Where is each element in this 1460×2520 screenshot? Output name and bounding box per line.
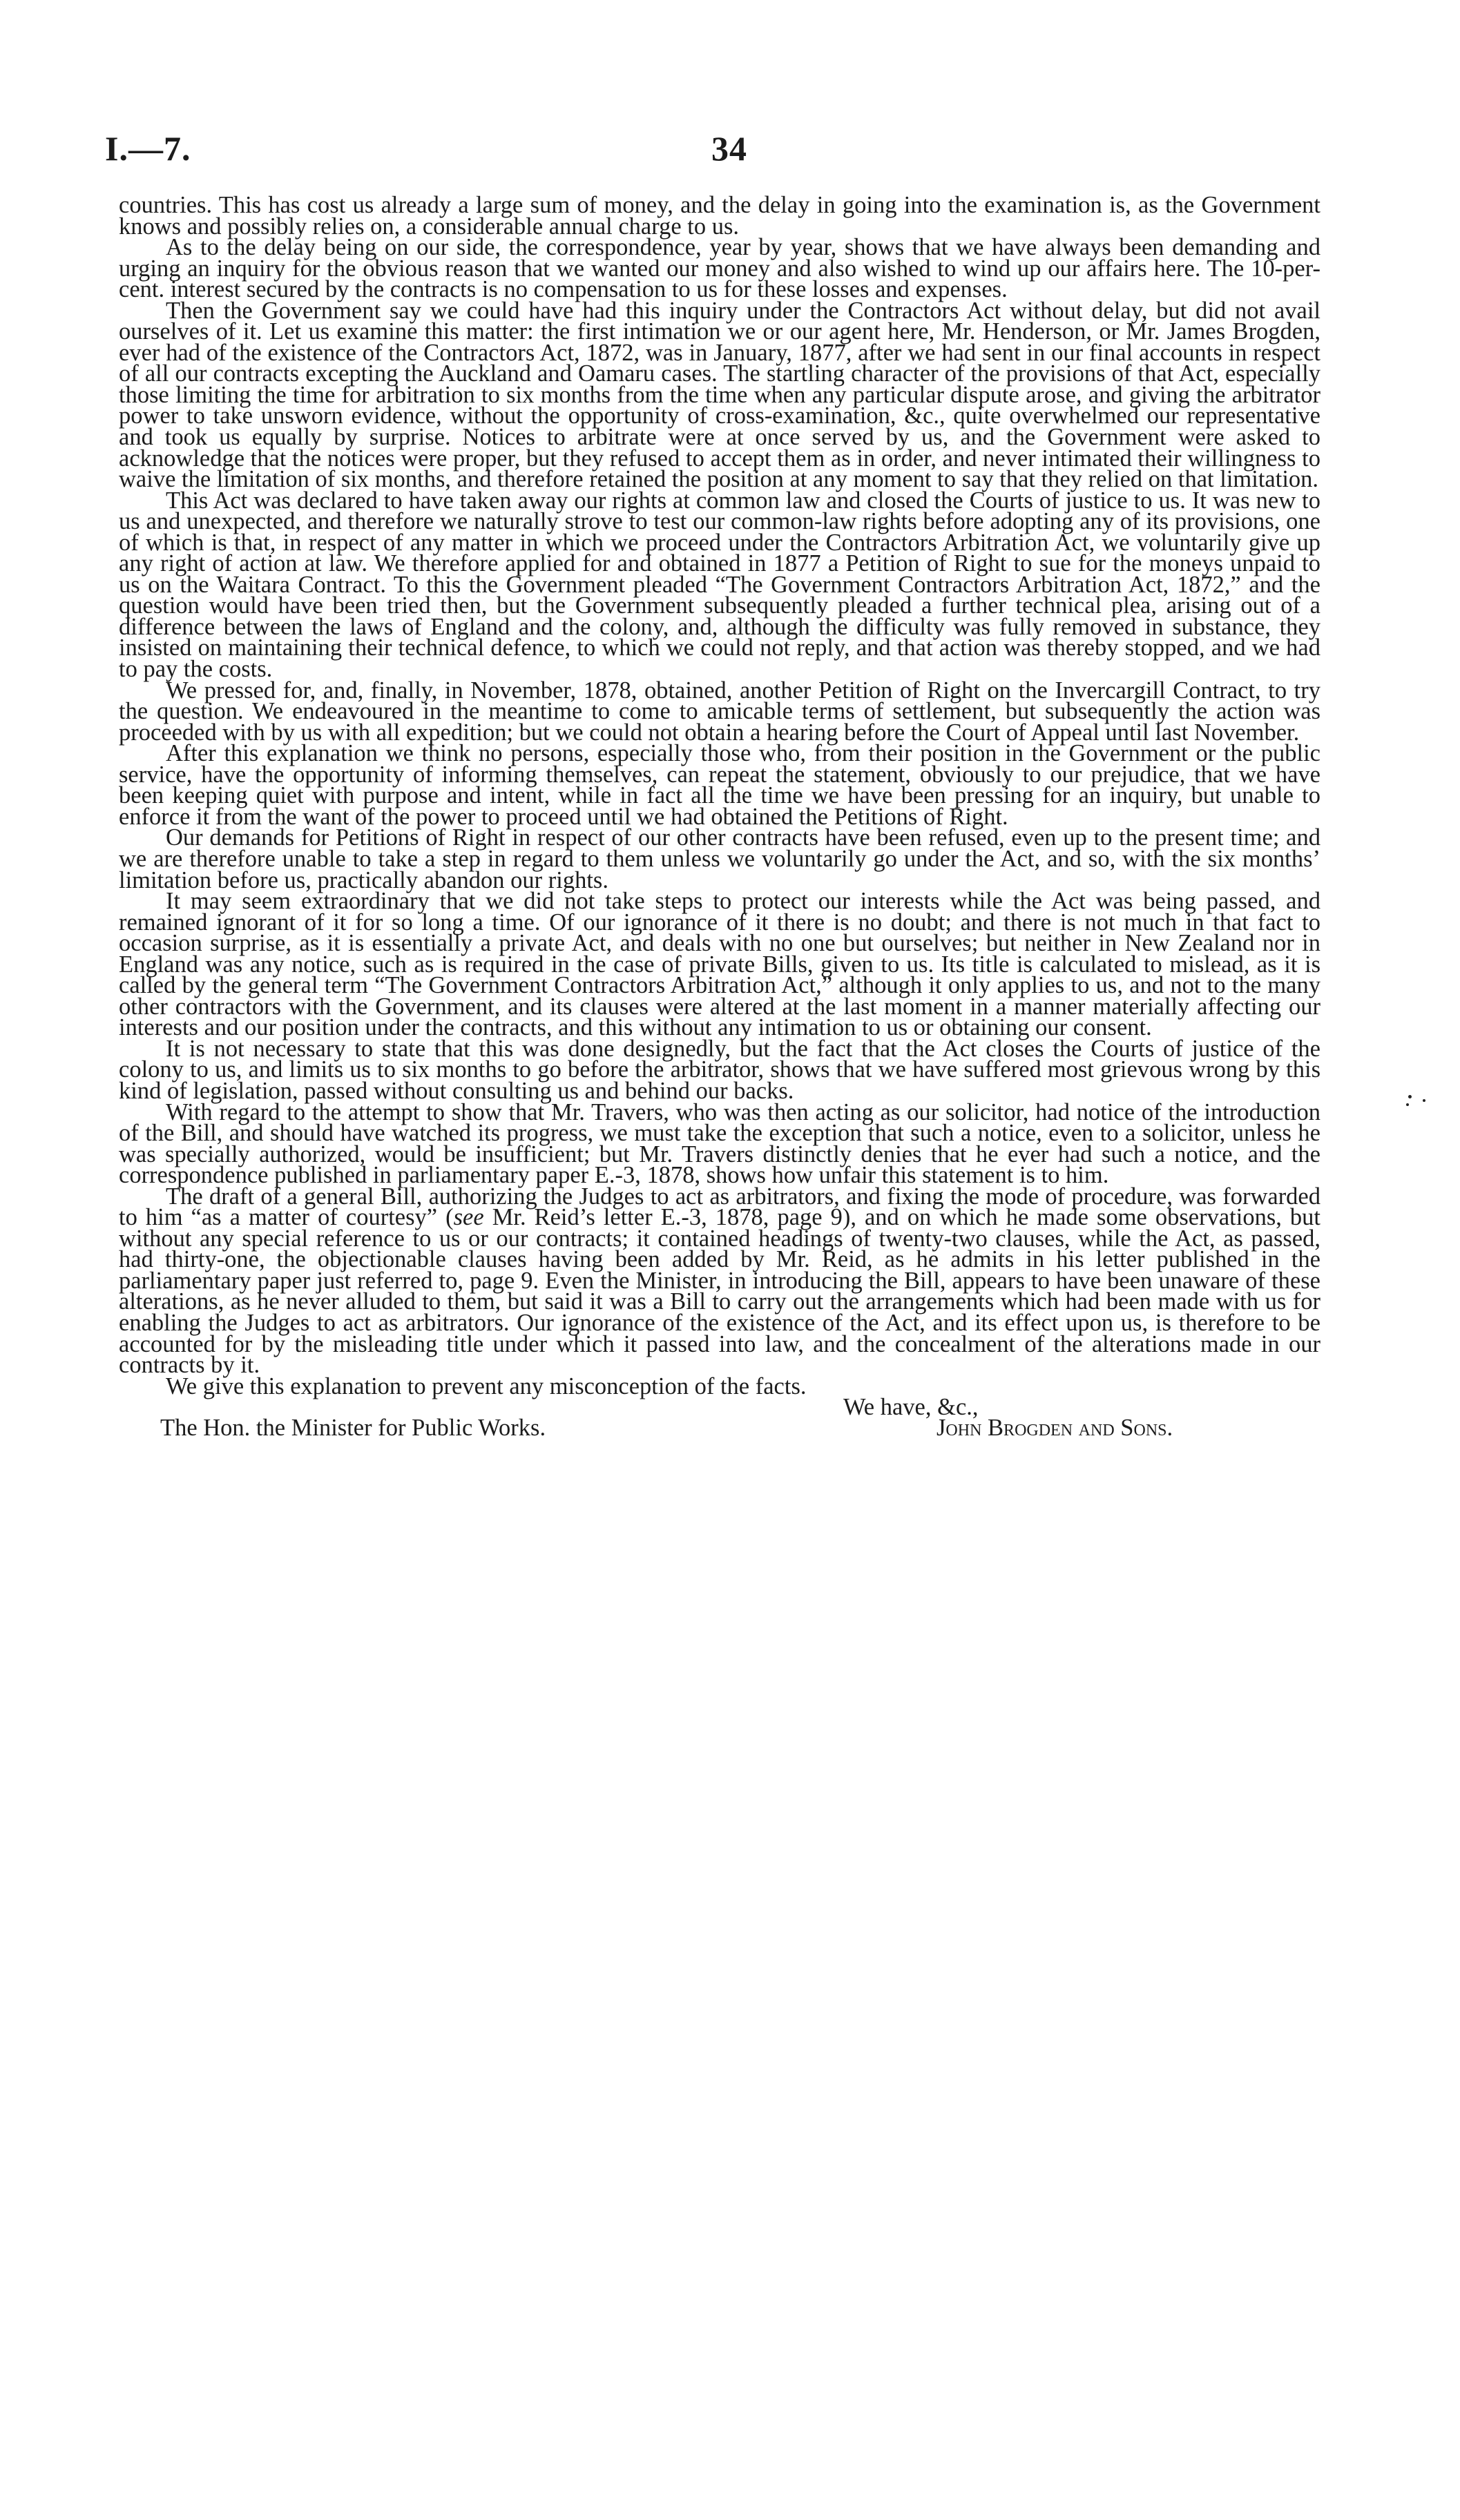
paragraph-11 xyxy=(119,1183,1321,1379)
paragraph-7: Our demands for Petitions of Right in respect of our other contracts have been refused, even up to the present time; and we are therefore unable to take a step in regard to them unless we voluntarily go under the Act, and so, with the six months’ limitation before us, practically abandon our rights. xyxy=(119,824,1320,893)
paragraph-11-part-1: The draft of a general Bill, authorizing the Judges to act as arbitrators, and fixing the mode of procedure, was forwarded to him “as a matter of courtesy” ( xyxy=(119,1183,1320,1231)
paragraph-9: It is not necessary to state that this was done designedly, but the fact that the Act closes the Courts of justice of the colony to us, and limits us to six months to go before the arbitrator, shows that we have suffered most grievous wrong by this kind of legislation, passed without consulting us and behind our backs. xyxy=(119,1035,1320,1104)
scan-speck xyxy=(1406,1103,1409,1106)
scan-speck xyxy=(1408,1095,1412,1098)
page-number: 34 xyxy=(711,129,747,168)
paragraph-2: As to the delay being on our side, the correspondence, year by year, shows that we have always been demanding and urging an inquiry for the obvious reason that we wanted our money and also wished to wind up our affairs here. The 10-per-cent. interest secured by the contracts is no compensation to us for these losses and expenses. xyxy=(119,234,1320,303)
paragraph-5: We pressed for, and, finally, in November, 1878, obtained, another Petition of Right on the Invercargill Contract, to try the question. We endeavoured in the meantime to come to amicable terms of settlement, but subsequently the action was proceeded with by us with all expedition; but we could not obtain a hearing before the Court of Appeal until last November. xyxy=(119,677,1320,746)
scan-speck xyxy=(1423,1099,1425,1102)
final-paragraph: We give this explanation to prevent any misconception of the facts. xyxy=(166,1373,807,1399)
paragraph-8: It may seem extraordinary that we did not take steps to protect our interests while the Act was being passed, and remained ignorant of it for so long a time. Of our ignorance of it there is no doubt; and there is not much in that fact to occasion surprise, as it is essentially a private Act, and deals with no one but ourselves; but neither in New Zealand nor in England was any notice, such as is required in the case of private Bills, given to us. Its title is calculated to mislead, as it is called by the general term “The Government Contractors Arbitration Act,” although it only applies to us, and not to the many other contractors with the Government, and its clauses were altered at the last moment in a manner materially affecting our interests and our position under the contracts, and this without any intimation to us or obtaining our consent. xyxy=(119,888,1320,1041)
paragraph-11-part-2: Mr. Reid’s letter E.-3, 1878, page 9), and on which he made some observations, but without any special reference to us or our contracts; it contained headings of twenty-two clauses, while the Act, as passed, had thirty-one, the objectionable clauses having been added by Mr. Reid, as he admits in his letter published in the parliamentary paper just referred to, page 9. Even the Minister, in introducing the Bill, appears to have been unaware of these alterations, as he never alluded to them, but said it was a Bill to carry out the arrangements which had been made with us for enabling the Judges to act as arbitrators. Our ignorance of the existence of the Act, and its effect upon us, is therefore to be accounted for by the misleading title under which it passed into law, and the concealment of the alterations made in our contracts by it. xyxy=(119,1204,1321,1379)
paper-series-number: I.—7. xyxy=(105,129,191,168)
paragraph-10: With regard to the attempt to show that Mr. Travers, who was then acting as our solicitor, had notice of the introduction of the Bill, and should have watched its progress, we must take the exception that such a notice, even to a solicitor, unless he was specially authorized, would be insufficient; but Mr. Travers distinctly denies that he ever had such a notice, and the correspondence published in parliamentary paper E.-3, 1878, shows how unfair this statement is to him. xyxy=(119,1098,1320,1189)
paragraph-1: countries. This has cost us already a large sum of money, and the delay in going into the examination is, as the Government knows and possibly relies on, a considerable annual charge to us. xyxy=(119,192,1320,240)
salutation: We have, &c., xyxy=(843,1394,979,1421)
signature-line xyxy=(119,1415,1320,1442)
paragraph-11-see: see xyxy=(453,1204,484,1231)
paragraph-6: After this explanation we think no persons, especially those who, from their position in the Government or the public service, have the opportunity of informing themselves, can repeat the statement, obviously to our prejudice, that we have been keeping quiet with purpose and intent, while in fact all the time we have been pressing for an inquiry, but unable to enforce it from the want of the power to proceed until we had obtained the Petitions of Right. xyxy=(119,740,1320,830)
addressee: The Hon. the Minister for Public Works. xyxy=(160,1415,546,1442)
signature: John Brogden and Sons. xyxy=(936,1415,1173,1442)
paragraph-3: Then the Government say we could have had this inquiry under the Contractors Act without delay, but did not avail ourselves of it. Let us examine this matter: the first intimation we or our agent here, Mr. Henderson, or Mr. James Brogden, ever had of the existence of the Contractors Act, 1872, was in January, 1877, after we had sent in our final accounts in respect of all our contracts excepting the Auckland and Oamaru cases. The startling character of the provisions of that Act, especially those limiting the time for arbitration to six months from the time when any particular dispute arose, and giving the arbitrator power to take unsworn evidence, without the opportunity of cross-examination, &c., quite overwhelmed our representative and took us equally by surprise. Notices to arbitrate were at once served by us, and the Government were asked to acknowledge that the notices were proper, but they refused to accept them as in order, and never intimated their willingness to waive the limitation of six months, and therefore retained the position at any moment to say that they relied on that limitation. xyxy=(119,297,1320,493)
letter-body xyxy=(119,192,1321,1442)
paragraph-4: This Act was declared to have taken away our rights at common law and closed the Courts of justice to us. It was new to us and unexpected, and therefore we naturally strove to test our common-law rights before adopting any of its provisions, one of which is that, in respect of any matter in which we proceed under the Contractors Arbitration Act, we voluntarily give up any right of action at law. We therefore applied for and obtained in 1877 a Petition of Right to sue for the moneys unpaid to us on the Waitara Contract. To this the Government pleaded “The Government Contractors Arbitration Act, 1872,” and the question would have been tried then, but the Government subsequently pleaded a further technical plea, arising out of a difference between the laws of England and the colony, and, although the difficulty was fully removed in substance, they insisted on maintaining their technical defence, to which we could not reply, and that action was thereby stopped, and we had to pay the costs. xyxy=(119,487,1320,683)
